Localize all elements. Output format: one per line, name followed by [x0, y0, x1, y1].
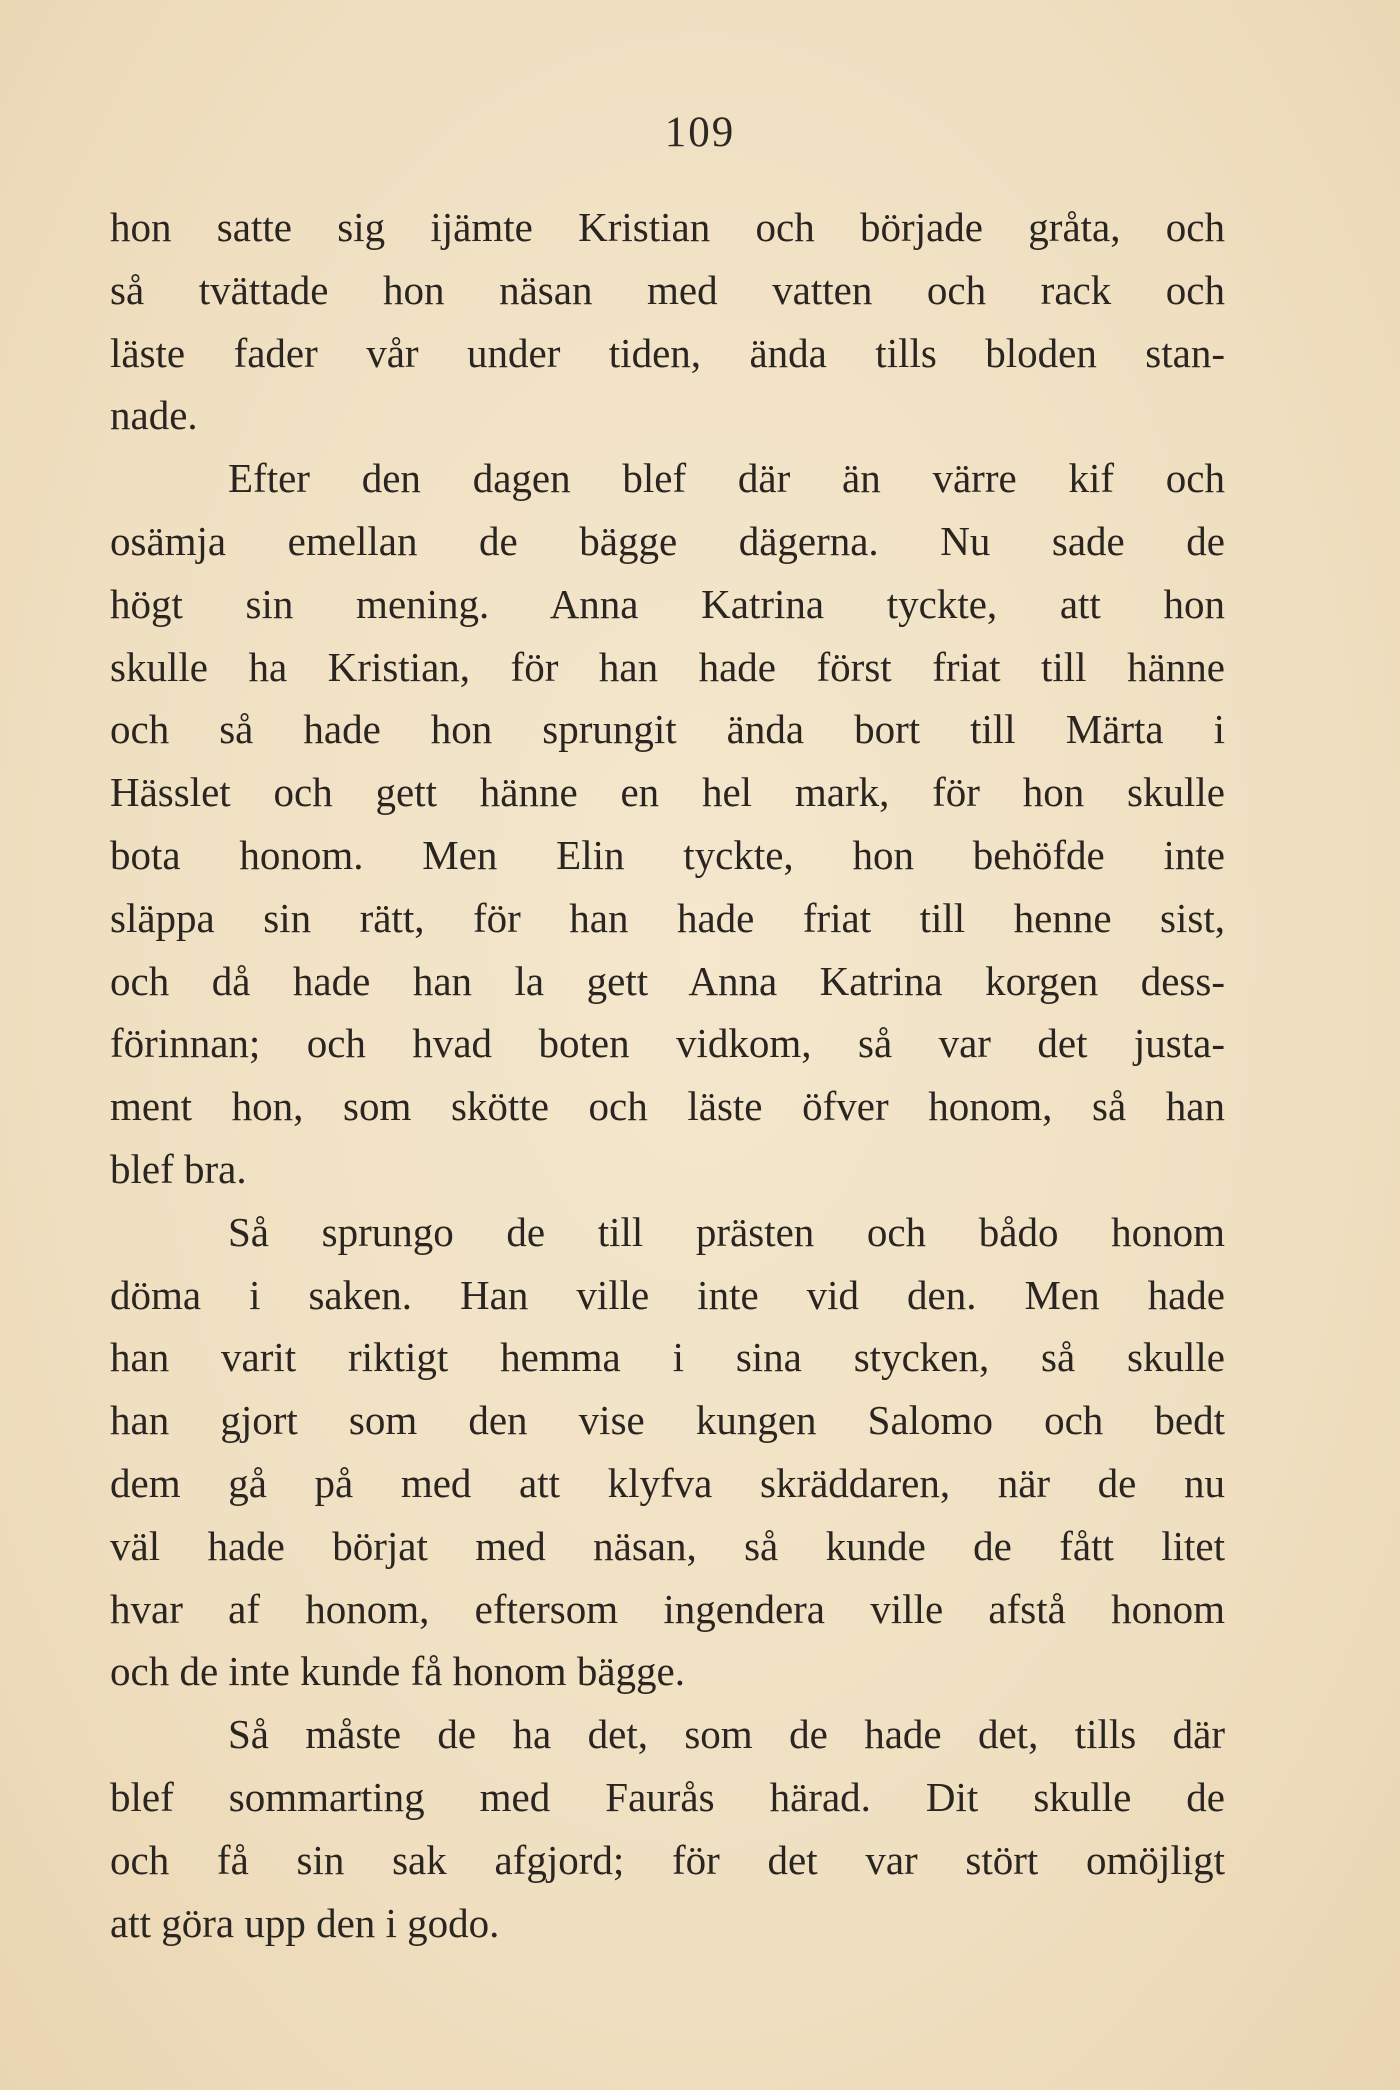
text-line: ment hon, som skötte och läste öfver honom, så han — [110, 1083, 1225, 1130]
text-line: döma i saken. Han ville inte vid den. Men hade — [110, 1271, 1225, 1318]
text-line: dem gå på med att klyfva skräddaren, när de nu — [110, 1459, 1225, 1506]
text-line: läste fader vår under tiden, ända tills bloden stan- — [110, 329, 1225, 376]
text-line: blef sommarting med Faurås härad. Dit skulle de — [110, 1773, 1225, 1820]
text-line: och då hade han la gett Anna Katrina korgen dess- — [110, 957, 1225, 1004]
text-line: hon satte sig ijämte Kristian och började gråta, och — [110, 204, 1225, 250]
text-line: Hässlet och gett hänne en hel mark, för hon skulle — [110, 769, 1225, 816]
text-line: hvar af honom, eftersom ingendera ville afstå honom — [110, 1585, 1225, 1632]
text-line: släppa sin rätt, för han hade friat till henne sist, — [110, 894, 1225, 941]
text-line: högt sin mening. Anna Katrina tyckte, att hon — [110, 580, 1225, 627]
text-line: så tvättade hon näsan med vatten och rack och — [110, 266, 1225, 313]
text-line: han varit riktigt hemma i sina stycken, så skulle — [110, 1334, 1225, 1381]
text-line: Efter den dagen blef där än värre kif och — [228, 455, 1225, 502]
text-line: han gjort som den vise kungen Salomo och bedt — [110, 1397, 1225, 1444]
text-line: blef bra. — [110, 1145, 247, 1192]
text-line: förinnan; och hvad boten vidkom, så var det justa- — [110, 1020, 1225, 1067]
text-line: Så måste de ha det, som de hade det, tills där — [228, 1711, 1225, 1758]
text-line: att göra upp den i godo. — [110, 1899, 500, 1946]
text-line: nade. — [110, 392, 198, 439]
text-line: skulle ha Kristian, för han hade först friat till hänne — [110, 643, 1225, 690]
text-line: Så sprungo de till prästen och bådo honom — [228, 1208, 1225, 1255]
text-line: och de inte kunde få honom bägge. — [110, 1648, 685, 1695]
text-line: bota honom. Men Elin tyckte, hon behöfde inte — [110, 831, 1225, 878]
text-line: och få sin sak afgjord; för det var stört omöjligt — [110, 1836, 1225, 1883]
text-line: väl hade börjat med näsan, så kunde de fått litet — [110, 1522, 1225, 1569]
text-line: och så hade hon sprungit ända bort till Märta i — [110, 706, 1225, 753]
body-text — [110, 196, 1225, 1954]
page-number: 109 — [664, 109, 736, 156]
text-line: osämja emellan de bägge dägerna. Nu sade de — [110, 517, 1225, 564]
